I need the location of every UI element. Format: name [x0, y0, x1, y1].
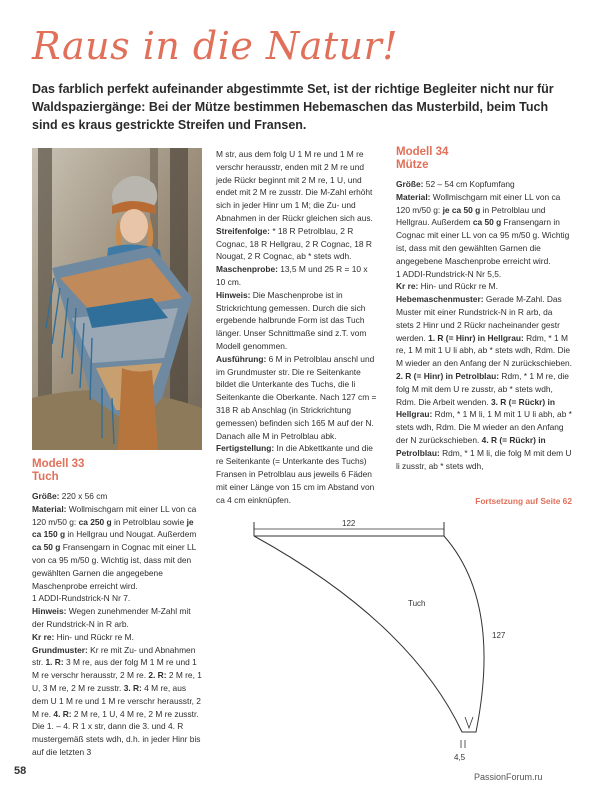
- model-33-krre: Kr re: Hin- und Rückr re M.: [32, 631, 134, 642]
- model-33-pattern: Grundmuster: Kr re mit Zu- und Abnahmen str. 1. R: 3 M re, aus der folg M 1 M re und 1 M re verschr herausstr, 2 M re. 2. R: 2 M re, 1 U, 3 M re, 2 M re zusstr. 3. R: 4 M re, aus dem U 1 M re und 1 M re verschr herausstr, 2 M re. 4. R: 2 M re, 1 U, 4 M re, 2 M re zusstr. Die 1. – 4. R 1 x str, dann die 3. und 4. R mustergemäß stets wdh, d.h. in jeder Hinr bis auf die letzten 3: [32, 644, 202, 757]
- page-title: Raus in die Natur!: [32, 24, 399, 68]
- continuation-note: Fortsetzung auf Seite 62: [475, 496, 572, 506]
- model-33-size: Größe: 220 x 56 cm: [32, 491, 108, 501]
- shawl-outline: [254, 536, 484, 732]
- model-33-hint: Hinweis: Wegen zunehmender M-Zahl mit der Rundstrick-N in R arb.: [32, 606, 191, 629]
- model-34-pattern: Hebemaschenmuster: Gerade M-Zahl. Das Muster mit einer Rundstrick-N in R arb, da stets 2 Hinr und 2 Rückr nacheinander gestr werden. 1. R (= Hinr) in Hellgrau: Rdm, * 1 M re, 1 M mit 1 U li abh, ab * stets wdh, Rdm. Die M wieder an den Anfang der N zurückschieben. 2. R (= Hinr) in Petrolblau: Rdm, * 1 M re, die folg M mit dem U re zusstr, ab * stets wdh, Rdm. Die Arbeit wenden. 3. R (= Rückr) in Hellgrau: Rdm, * 1 M li, 1 M mit 1 U li abh, ab * stets wdh, Rdm. Die M wieder an den Anfang der N zurückschieben. 4. R (= Rückr) in Petrolblau: Rdm, * 1 M li, die folg M mit dem U li zusstr, ab * stets wdh,: [396, 294, 572, 471]
- model-34-material: Material: Wollmischgarn mit einer LL von ca 120 m/50 g: je ca 50 g in Petrolblau und Hellgrau. Außerdem ca 50 g Fransengarn in Cognac mit einer LL von ca 95 m/50 g. Wichtig ist, dass mit den gewählten Garnen die angegebene Maschenprobe erreicht wird.: [396, 191, 570, 266]
- gauge: Maschenprobe: 13,5 M und 25 R = 10 x 10 cm.: [216, 264, 368, 287]
- intro-text: Das farblich perfekt aufeinander abgestimmte Set, ist der richtige Begleiter nicht nur für Waldspaziergänge: Bei der Mütze bestimmen Hebemaschen das Musterbild, beim Tuch sind es kraus gestrickte Streifen und Fransen.: [32, 82, 554, 132]
- photo-illustration: [32, 148, 202, 450]
- col2-intro: M str, aus dem folg U 1 M re und 1 M re verschr herausstr, enden mit 2 M re und jede Rückr beginnt mit 2 M re, 1 U, und endet mit 2 M re zusstr. Die M-Zahl erhöht sich in jeder Hinr um 1 M; die Zu- und Abnahmen in der Rückr gleichen sich aus.: [216, 149, 373, 223]
- model-34-column: [396, 146, 572, 472]
- model-33-needle: 1 ADDI-Rundstrick-N Nr 7.: [32, 593, 131, 604]
- model-33-material: Material: Wollmischgarn mit einer LL von ca 120 m/50 g: ca 250 g in Petrolblau sowie je ca 150 g in Hellgrau und Nougat. Außerdem ca 50 g Fransengarn in Cognac mit einer LL von ca 95 m/50 g. Wichtig ist, dass mit den gewählten Garnen die angegebene Maschenprobe erreicht wird.: [32, 503, 197, 591]
- dim-top-label: 122: [342, 519, 356, 528]
- middle-column: [216, 148, 378, 506]
- col2-hint: Hinweis: Die Maschenprobe ist in Strickrichtung gemessen. Durch die sich ergebende halbrunde Form ist das Tuch länger. Unser Schnittmaße sind z.T. vom Modell genommen.: [216, 289, 367, 351]
- dim-side-label: 127: [492, 631, 506, 640]
- dim-bottom-label: 4,5: [454, 753, 466, 762]
- stripe-sequence: Streifenfolge: * 18 R Petrolblau, 2 R Cognac, 18 R Hellgrau, 2 R Cognac, 18 R Nougat, 2 R Cognac, ab * stets wdh.: [216, 225, 372, 262]
- model-34-name: Mütze: [396, 159, 429, 171]
- model-33-label: Modell 33: [32, 458, 85, 470]
- model-33-name: Tuch: [32, 471, 59, 483]
- model-34-krre: Kr re: Hin- und Rückr re M.: [396, 281, 498, 292]
- model-33-column: [32, 458, 204, 759]
- model-photo: [32, 148, 202, 450]
- watermark: PassionForum.ru: [474, 772, 543, 782]
- model-34-size: Größe: 52 – 54 cm Kopfumfang: [396, 179, 515, 189]
- finishing: Fertigstellung: In die Abkettkante und die re Seitenkante (= Unterkante des Tuchs) Fransen in Petrolblau aus jeweils 6 Fäden mit einer Länge von 15 cm im Abstand von ca 4 cm einknüpfen.: [216, 443, 375, 505]
- shawl-schematic: [210, 512, 580, 772]
- model-34-needle: 1 ADDI-Rundstrick-N Nr 5,5.: [396, 268, 502, 279]
- page-number: 58: [14, 765, 27, 777]
- model-34-label: Modell 34: [396, 146, 449, 158]
- execution: Ausführung: 6 M in Petrolblau anschl und im Grundmuster str. Die re Seitenkante bildet die Unterkante des Tuchs, die li Seitenkante die Oberkante. Nach 127 cm = 318 R ab Anschlag (in Strickrichtung gemessen) befinden sich 165 M auf der N. Danach alle M in Petrolblau abk.: [216, 353, 377, 441]
- shawl-label: Tuch: [408, 599, 426, 608]
- needle-arrow: [465, 717, 473, 728]
